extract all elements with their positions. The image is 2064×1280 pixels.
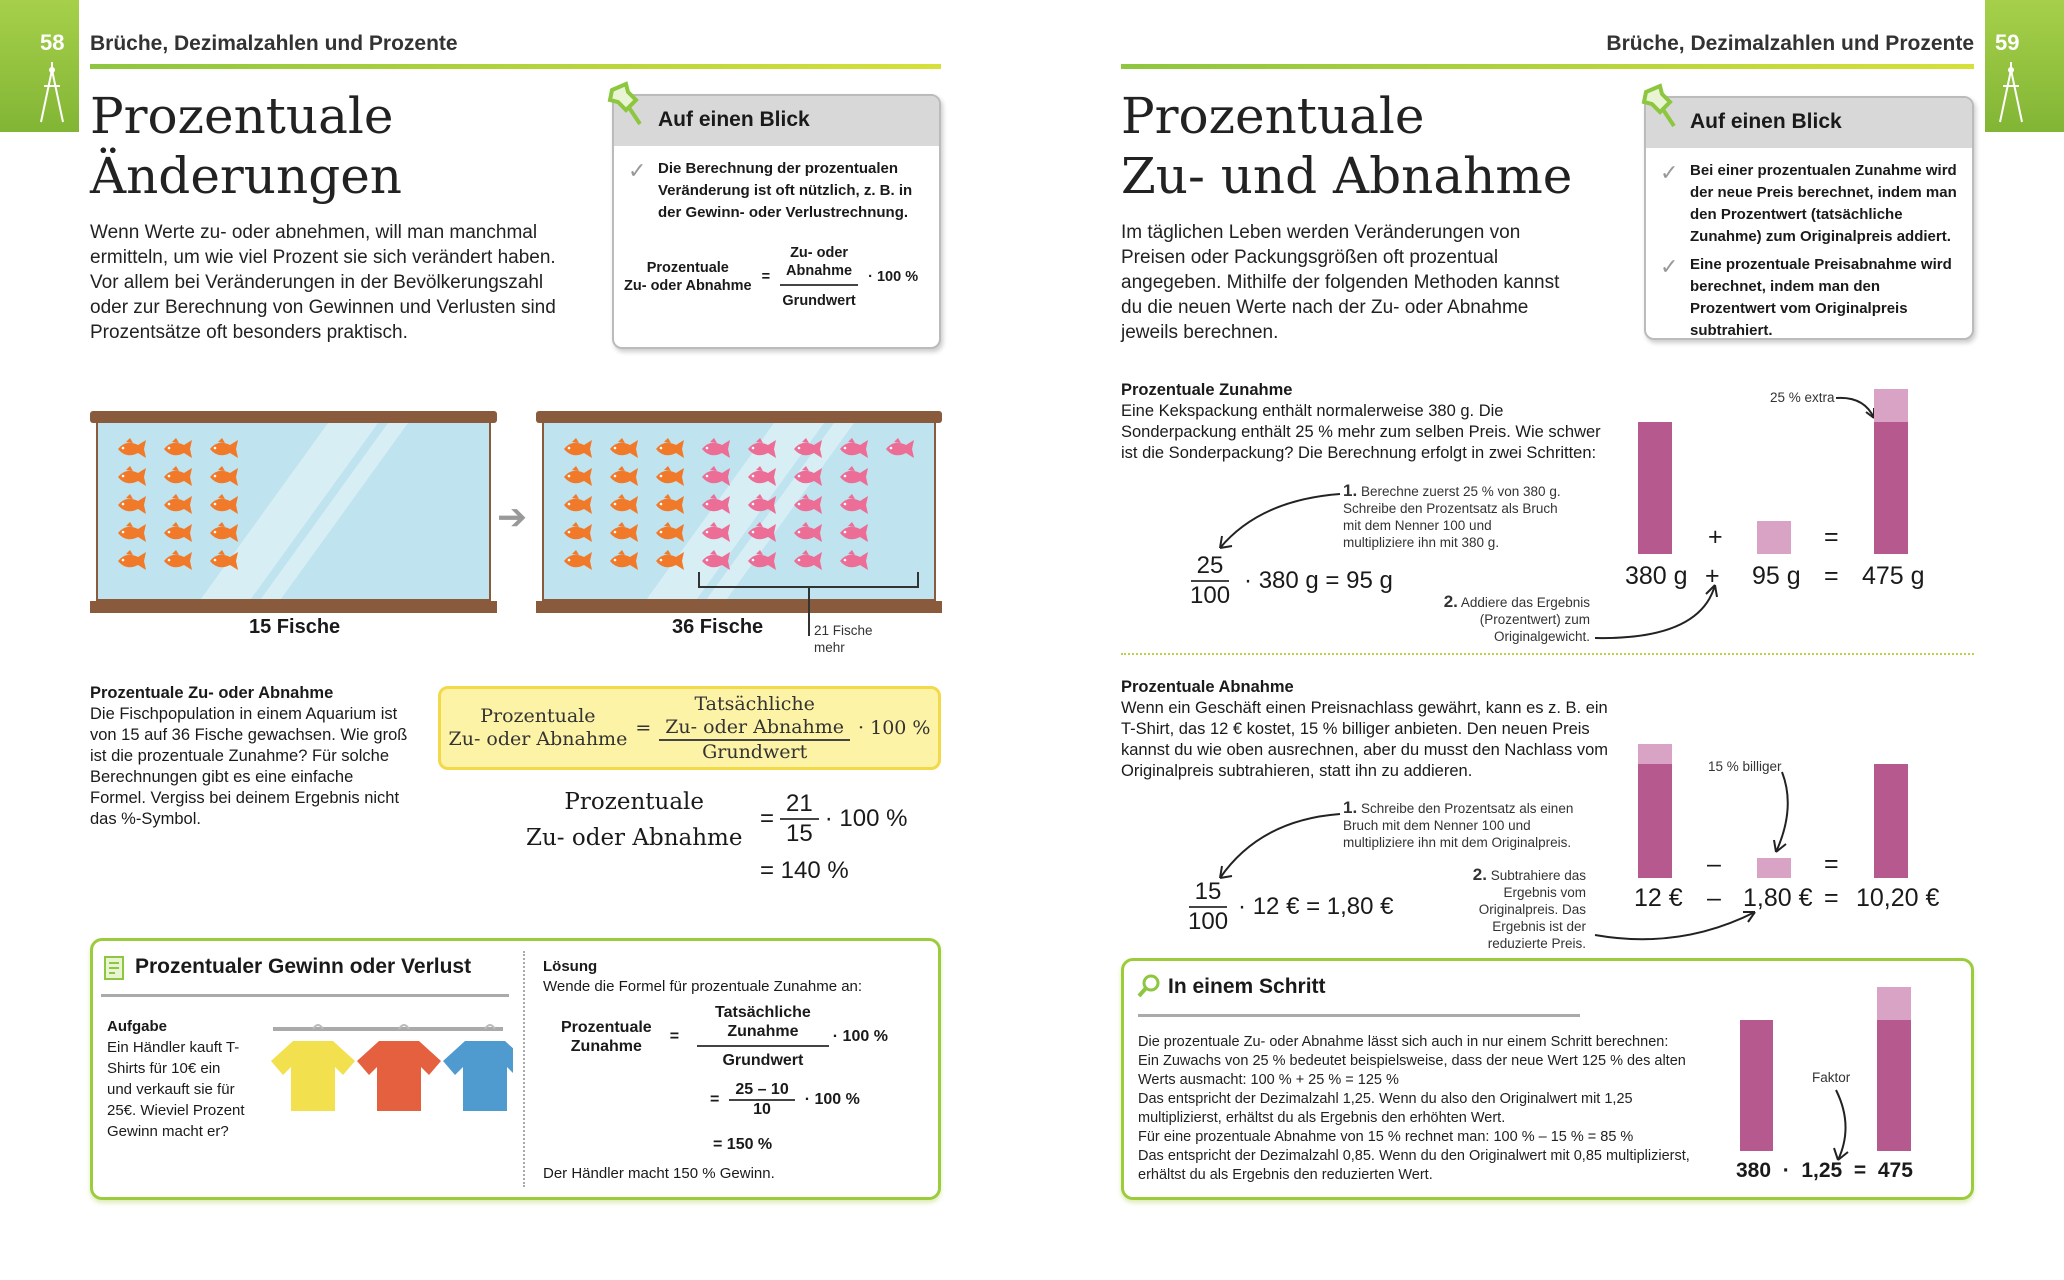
step2-note: 2. Addiere das Ergebnis (Prozentwert) zum Originalgewicht. xyxy=(1443,592,1590,644)
bar-increase xyxy=(1877,987,1911,1020)
formula-box: Prozentuale Zu- oder Abnahme = Tatsächliche Zu- oder Abnahme Grundwert · 100 % xyxy=(438,686,941,770)
bar-original xyxy=(1740,1020,1773,1151)
fish-icon xyxy=(206,549,240,573)
solution-formula: Prozentuale Zunahme = Tatsächliche Zunahme Grundwert · 100 % xyxy=(561,1004,888,1069)
divider xyxy=(90,64,941,69)
fish-icon xyxy=(698,437,732,461)
bar-added xyxy=(1757,521,1791,554)
fish-icon xyxy=(160,549,194,573)
bar-original xyxy=(1638,764,1672,878)
info-bullet: Die Berechnung der prozentualen Veränderung ist oft nützlich, z. B. in der Gewinn- oder Verlustrechnung. xyxy=(658,160,913,221)
bar-discount xyxy=(1757,858,1791,878)
fish-icon xyxy=(206,465,240,489)
arrows xyxy=(1200,800,1760,950)
bar-original-discount xyxy=(1638,744,1672,764)
fish-icon xyxy=(652,549,686,573)
fish-count-after: 36 Fische xyxy=(672,616,764,638)
info-formula: Prozentuale Zu- oder Abnahme = Zu- oder Abnahme Grundwert · 100 % xyxy=(624,245,919,309)
bar-original xyxy=(1638,422,1672,554)
fish-icon xyxy=(744,437,778,461)
fish-icon xyxy=(790,465,824,489)
fish-group xyxy=(560,437,928,577)
solution-intro: Wende die Formel für prozentuale Zunahme an: xyxy=(543,978,863,995)
section-text: Die Fischpopulation in einem Aquarium ist von 15 auf 36 Fische gewachsen. Wie groß ist die prozentuale Zunahme? Für solche Berechnungen gibt es eine einfache Formel. Vergiss bei deinem Ergebnis nicht das %-Symbol. xyxy=(90,705,408,828)
pushpin-icon xyxy=(1640,82,1686,132)
fish-icon xyxy=(836,493,870,517)
fish-icon xyxy=(744,493,778,517)
solution-conclusion: Der Händler macht 150 % Gewinn. xyxy=(543,1165,775,1182)
fish-icon xyxy=(744,521,778,545)
running-head: Brüche, Dezimalzahlen und Prozente xyxy=(90,32,458,55)
fish-icon xyxy=(744,549,778,573)
step1-note: 1. Schreibe den Prozentsatz als einen Bruch mit dem Nenner 100 und multipliziere ihn mit dem Originalpreis. xyxy=(1343,798,1574,850)
fish-icon xyxy=(560,521,594,545)
info-box xyxy=(1644,96,1974,340)
bar-label: 475 g xyxy=(1862,562,1925,590)
minus-sign: – xyxy=(1707,850,1721,878)
page-number: 58 xyxy=(40,30,65,55)
running-head: Brüche, Dezimalzahlen und Prozente xyxy=(1606,32,1974,55)
page-title: Prozentuale Zu- und Abnahme xyxy=(1121,87,1573,205)
fish-icon xyxy=(560,549,594,573)
info-box-title: Auf einen Blick xyxy=(1646,98,1972,148)
section-text: Wenn ein Geschäft einen Preisnachlass gewährt, kann es z. B. ein T-Shirt, das 12 € kostet, 15 % billiger anbieten. Den neuen Preis kannst du wie oben ausrechnen, aber du musst den Nachlass vom Originalpreis subtrahieren, statt ihn zu addieren. xyxy=(1121,699,1609,780)
equals-sign: = xyxy=(1824,850,1839,878)
tshirt-icon xyxy=(271,1025,355,1111)
divider xyxy=(1138,1014,1580,1017)
fish-icon xyxy=(114,493,148,517)
section-heading: Prozentuale Zunahme xyxy=(1121,381,1293,399)
task-heading: Aufgabe xyxy=(107,1018,167,1035)
fish-icon xyxy=(790,549,824,573)
fish-icon xyxy=(160,493,194,517)
bracket xyxy=(698,572,919,588)
info-box-title: Auf einen Blick xyxy=(614,96,939,146)
fish-icon xyxy=(836,521,870,545)
section-heading: Prozentuale Abnahme xyxy=(1121,678,1294,696)
check-icon: ✓ xyxy=(628,158,647,183)
fish-icon xyxy=(836,437,870,461)
compass-icon xyxy=(1997,60,2025,124)
fish-icon xyxy=(606,521,640,545)
factor-label: Faktor xyxy=(1812,1070,1851,1085)
solution-result: = 150 % xyxy=(713,1136,773,1153)
bar-label: 1,80 € xyxy=(1743,884,1813,912)
fish-icon xyxy=(698,549,732,573)
one-step-title: In einem Schritt xyxy=(1168,975,1326,998)
zunahme-calc: $\frac{25}{100}$ · 380 g = 95 g xyxy=(1190,552,1393,609)
fish-icon xyxy=(206,493,240,517)
plus-sign: + xyxy=(1705,562,1720,590)
equals-sign: = xyxy=(1824,884,1839,912)
fish-icon xyxy=(114,521,148,545)
fish-icon xyxy=(836,549,870,573)
fish-icon xyxy=(114,437,148,461)
abnahme-calc: $\frac{15}{100}$ · 12 € = 1,80 € xyxy=(1188,878,1394,935)
fish-icon xyxy=(652,465,686,489)
fish-icon xyxy=(698,465,732,489)
arrow-right-icon: ➔ xyxy=(497,496,528,537)
equals-sign: = xyxy=(1824,523,1839,551)
fish-icon xyxy=(836,465,870,489)
extra-label: 25 % extra xyxy=(1770,390,1835,405)
aquarium-before xyxy=(90,411,497,613)
solution-step: = $\frac{25 - 10}{10}$ · 100 % xyxy=(710,1081,860,1118)
tshirt-icon xyxy=(357,1025,441,1111)
worked-result: = 140 % xyxy=(760,857,849,884)
cheaper-label: 15 % billiger xyxy=(1708,759,1782,774)
fish-icon xyxy=(882,437,916,461)
bar-total-original xyxy=(1874,422,1908,554)
magnifier-icon xyxy=(1136,973,1162,999)
step1-note: 1. Berechne zuerst 25 % von 380 g. Schreibe den Prozentsatz als Bruch mit dem Nenner 100 und multipliziere ihn mit 380 g. xyxy=(1343,481,1561,550)
bar-label: 12 € xyxy=(1634,884,1683,912)
bar-total-extra xyxy=(1874,389,1908,422)
fish-icon xyxy=(606,437,640,461)
fish-icon xyxy=(160,521,194,545)
bar-label: 95 g xyxy=(1752,562,1801,590)
fish-icon xyxy=(606,493,640,517)
dotted-divider xyxy=(523,951,525,1187)
fish-icon xyxy=(206,521,240,545)
one-step-box xyxy=(1121,958,1974,1200)
fish-icon xyxy=(160,465,194,489)
page-tab-right xyxy=(1985,0,2064,132)
worked-formula: = $\frac{21}{15}$ · 100 % xyxy=(760,790,908,847)
page-number: 59 xyxy=(1995,30,2020,55)
section-text: Eine Kekspackung enthält normalerweise 380 g. Die Sonderpackung enthält 25 % mehr zum selben Preis. Wie schwer ist die Sonderpackung? Die Berechnung erfolgt in zwei Schritten: xyxy=(1121,402,1601,462)
info-bullet: Bei einer prozentualen Zunahme wird der neue Preis berechnet, indem man den Prozentwert (tatsächliche Zunahme) zum Originalpreis addiert. xyxy=(1690,162,1957,245)
arrow-icon xyxy=(1762,768,1802,858)
check-icon: ✓ xyxy=(1660,254,1679,279)
equals-sign: = xyxy=(1824,562,1839,590)
dotted-divider xyxy=(1121,653,1974,655)
fish-icon xyxy=(560,465,594,489)
worked-lhs: Prozentuale Zu- oder Abnahme xyxy=(526,789,743,851)
example-box xyxy=(90,938,941,1200)
fish-icon xyxy=(652,437,686,461)
task-text: Ein Händler kauft T-Shirts für 10€ ein und verkauft sie für 25€. Wieviel Prozent Gewinn macht er? xyxy=(107,1039,245,1140)
bar-result xyxy=(1874,764,1908,878)
notepad-icon xyxy=(103,955,127,981)
fish-icon xyxy=(790,521,824,545)
fish-icon xyxy=(560,493,594,517)
check-icon: ✓ xyxy=(1660,160,1679,185)
tshirt-icon xyxy=(443,1025,513,1111)
plus-sign: + xyxy=(1708,523,1723,551)
page-tab-left xyxy=(0,0,79,132)
pushpin-icon xyxy=(606,80,652,130)
fish-icon xyxy=(160,437,194,461)
fish-icon xyxy=(114,465,148,489)
info-bullet: Eine prozentuale Preisabnahme wird berechnet, indem man den Prozentwert vom Originalpreis subtrahiert. xyxy=(1690,256,1952,339)
fish-icon xyxy=(698,493,732,517)
intro-text: Im täglichen Leben werden Veränderungen von Preisen oder Packungsgrößen oft prozentual angegeben. Mithilfe der folgenden Methoden kannst du die neuen Werte nach der Zu- oder Abnahme jeweils berechnen. xyxy=(1121,222,1560,343)
intro-text: Wenn Werte zu- oder abnehmen, will man manchmal ermitteln, um wie viel Prozent sie sich verändert haben. Vor allem bei Veränderungen in der Bevölkerungszahl oder zur Berechnung von Gewinnen und Verlusten sind Prozentsätze oft besonders praktisch. xyxy=(90,222,556,343)
step2-note: 2. Subtrahiere das Ergebnis vom Originalpreis. Das Ergebnis ist der reduzierte Preis. xyxy=(1472,865,1586,951)
page-title: Prozentuale Änderungen xyxy=(90,87,403,205)
divider xyxy=(1121,64,1974,69)
minus-sign: – xyxy=(1707,884,1721,912)
fish-icon xyxy=(652,493,686,517)
fish-icon xyxy=(652,521,686,545)
bracket-line xyxy=(808,588,810,636)
fish-icon xyxy=(206,437,240,461)
fish-icon xyxy=(606,465,640,489)
bar-total xyxy=(1877,1020,1911,1151)
fish-count-before: 15 Fische xyxy=(249,616,341,638)
arrow-icon xyxy=(1836,392,1878,422)
divider xyxy=(101,994,509,997)
bar-label: 10,20 € xyxy=(1856,884,1940,912)
arrow-icon xyxy=(1824,1086,1864,1166)
tshirts-illustration xyxy=(263,1011,513,1111)
bar-label: 380 g xyxy=(1625,562,1688,590)
fish-icon xyxy=(790,493,824,517)
fish-icon xyxy=(114,549,148,573)
fish-icon xyxy=(790,437,824,461)
section-heading: Prozentuale Zu- oder Abnahme xyxy=(90,684,334,702)
fish-extra-label: 21 Fische mehr xyxy=(814,623,873,655)
fish-group xyxy=(114,437,482,577)
fish-icon xyxy=(560,437,594,461)
fish-icon xyxy=(606,549,640,573)
solution-heading: Lösung xyxy=(543,958,598,975)
compass-icon xyxy=(38,60,66,124)
one-step-text: Die prozentuale Zu- oder Abnahme lässt sich auch in nur einem Schritt berechnen: Ein Zuwachs von 25 % bedeutet beispielsweise, dass der neue Wert 125 % des alten Werts ausmacht: 100 % + 25 % = 125 % Das entspricht der Dezimalzahl 1,25. Wenn du also den Originalwert mit 1,25 multiplizierst, erhältst du als Ergebnis den erhöhten Wert. Für eine prozentuale Abnahme von 15 % rechnet man: 100 % – 15 % = 85 % Das entspricht der Dezimalzahl 0,85. Wenn du den Originalwert mit 0,85 multiplizierst, erhältst du als Ergebnis den reduzierten Wert. xyxy=(1138,1034,1690,1183)
example-title: Prozentualer Gewinn oder Verlust xyxy=(135,955,472,978)
fish-icon xyxy=(744,465,778,489)
fish-icon xyxy=(698,521,732,545)
info-box xyxy=(612,94,941,349)
one-step-equation: 380 · 1,25 = 475 xyxy=(1736,1159,1913,1182)
